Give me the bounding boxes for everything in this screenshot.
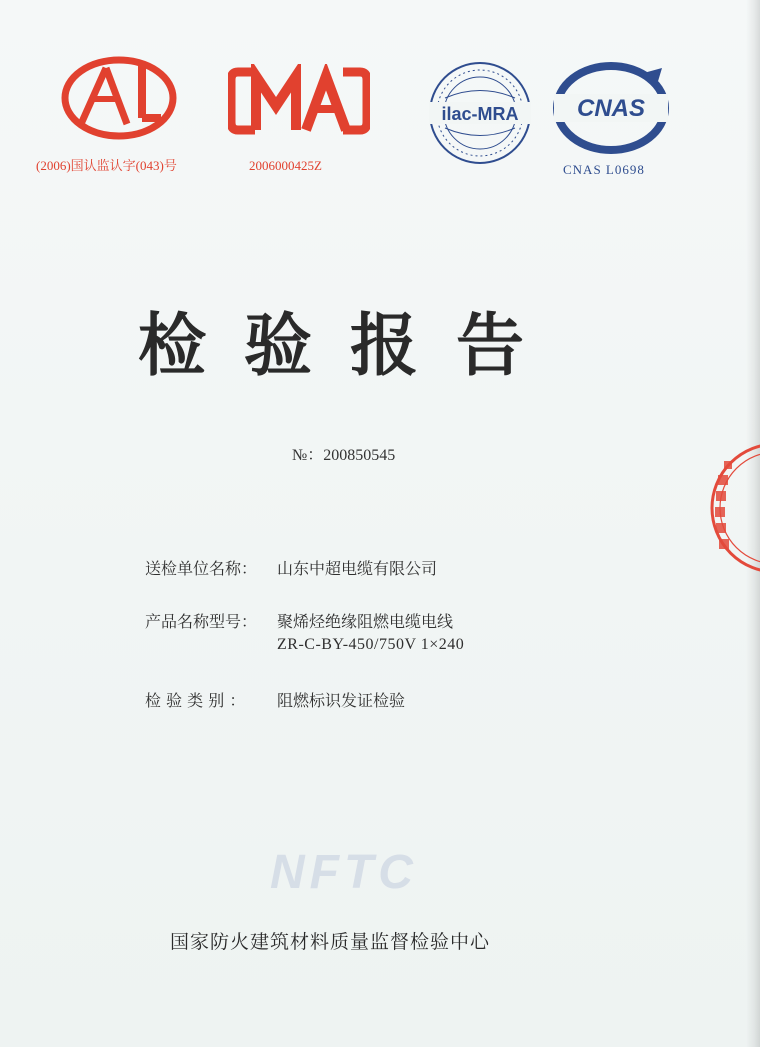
client-label: 送检单位名称：: [145, 559, 258, 578]
svg-text:AL: AL: [58, 52, 60, 53]
cal-caption: (2006)国认监认字(043)号: [36, 158, 177, 173]
ilac-logo: [425, 58, 535, 168]
client-value: 山东中超电缆有限公司: [277, 559, 438, 578]
organization-name: 国家防火建筑材料质量监督检验中心: [170, 931, 491, 953]
nftc-watermark: NFTC: [270, 846, 418, 899]
ilac-mra-icon: [425, 58, 535, 168]
inspection-type-label: 检 验 类 别 ：: [145, 691, 246, 710]
inspection-type-value: 阻燃标识发证检验: [277, 691, 406, 710]
cnas-logo: [550, 58, 672, 158]
cma-certification-icon: [228, 64, 370, 138]
report-number: №：200850545: [292, 447, 396, 464]
svg-text:MA: MA: [228, 64, 230, 65]
cal-logo: [58, 52, 180, 144]
svg-text:CNAS: CNAS: [576, 95, 646, 122]
product-name-value: 聚烯烃绝缘阻燃电缆电线: [277, 612, 454, 631]
cnas-caption: CNAS L0698: [563, 162, 645, 177]
cal-certification-icon: [58, 52, 180, 144]
product-model-value: ZR-C-BY-450/750V 1×240: [277, 636, 465, 653]
cma-logo: [228, 64, 370, 138]
official-seal-icon: [706, 433, 760, 583]
cma-caption: 2006000425Z: [249, 158, 322, 173]
product-label: 产品名称型号：: [145, 612, 258, 631]
report-title: 检验报告: [137, 307, 562, 386]
official-seal: [706, 433, 760, 588]
svg-text:ilac-MRA: ilac-MRA: [441, 104, 519, 124]
cnas-icon: [550, 58, 672, 158]
